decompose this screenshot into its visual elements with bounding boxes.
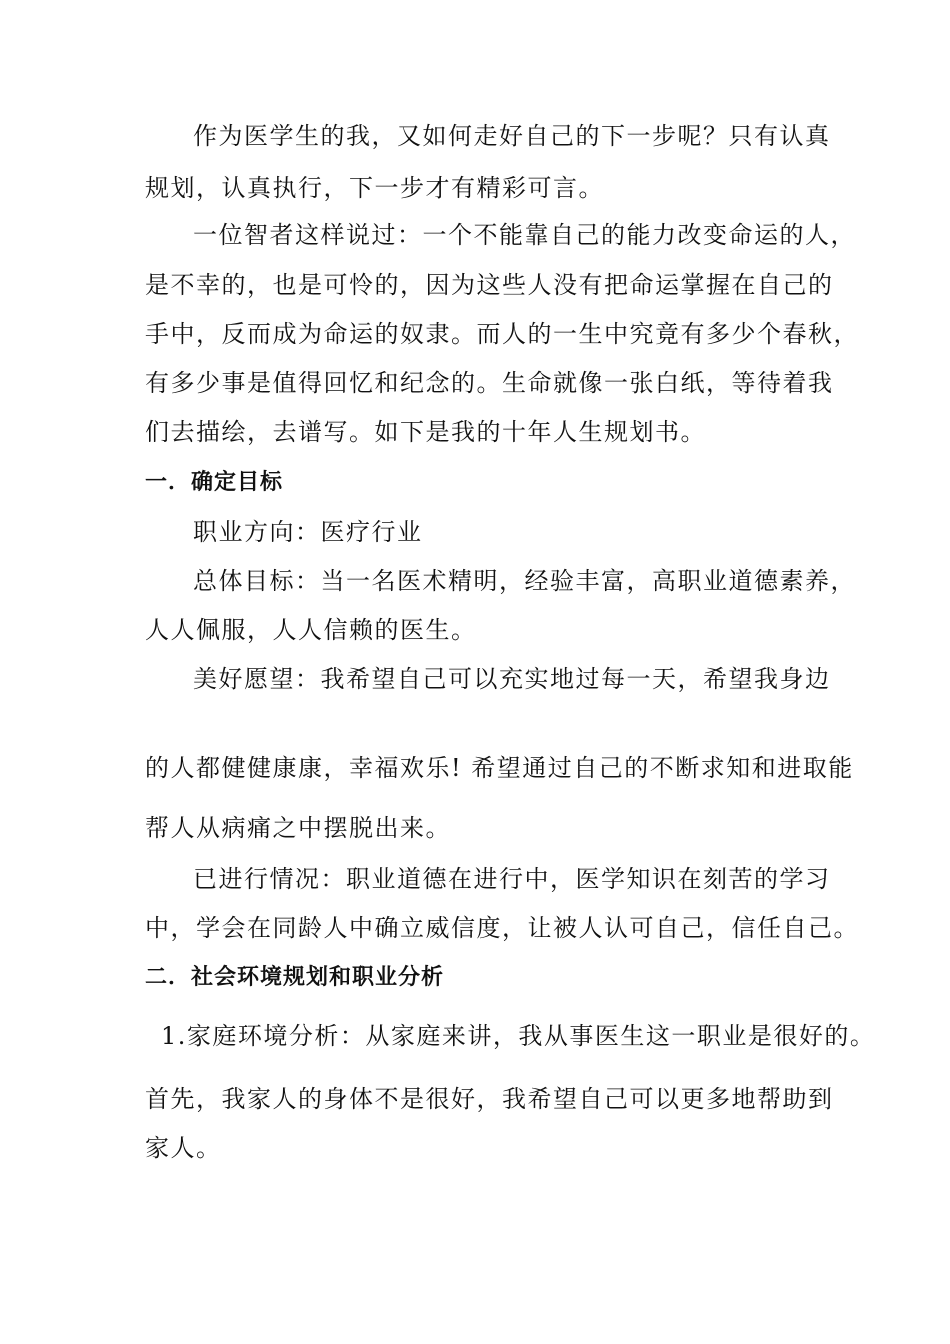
paragraph-line: 作为医学生的我，又如何走好自己的下一步呢？只有认真 [193, 122, 831, 150]
family-analysis-line: 首先，我家人的身体不是很好，我希望自己可以更多地帮助到 [145, 1085, 834, 1113]
paragraph-line: 们去描绘，去谱写。如下是我的十年人生规划书。 [145, 418, 706, 446]
paragraph-line: 有多少事是值得回忆和纪念的。生命就像一张白纸，等待着我 [145, 369, 834, 397]
paragraph-line: 规划，认真执行，下一步才有精彩可言。 [145, 174, 604, 202]
section-heading-1: 一．确定目标 [145, 470, 284, 495]
goal-line: 总体目标：当一名医术精明，经验丰富，高职业道德素养， [193, 567, 856, 595]
goal-line: 人人佩服，人人信赖的医生。 [145, 616, 477, 644]
section-heading-2: 二．社会环境规划和职业分析 [145, 965, 445, 990]
paragraph-line: 手中，反而成为命运的奴隶。而人的一生中究竟有多少个春秋， [145, 320, 859, 348]
paragraph-line: 一位智者这样说过：一个不能靠自己的能力改变命运的人， [193, 221, 856, 249]
wish-line: 的人都健健康康，幸福欢乐! 希望通过自己的不断求知和进取能 [145, 754, 854, 782]
family-analysis-line: 家人。 [145, 1134, 222, 1162]
family-analysis-line: 1.家庭环境分析：从家庭来讲，我从事医生这一职业是很好的。 [161, 1022, 876, 1050]
progress-line: 已进行情况：职业道德在进行中，医学知识在刻苦的学习 [193, 865, 831, 893]
career-direction: 职业方向：医疗行业 [193, 518, 423, 546]
wish-line: 帮人从病痛之中摆脱出来。 [145, 814, 451, 842]
progress-line: 中，学会在同龄人中确立威信度，让被人认可自己，信任自己。 [145, 914, 859, 942]
paragraph-line: 是不幸的，也是可怜的，因为这些人没有把命运掌握在自己的 [145, 271, 834, 299]
wish-line: 美好愿望：我希望自己可以充实地过每一天，希望我身边 [193, 665, 831, 693]
